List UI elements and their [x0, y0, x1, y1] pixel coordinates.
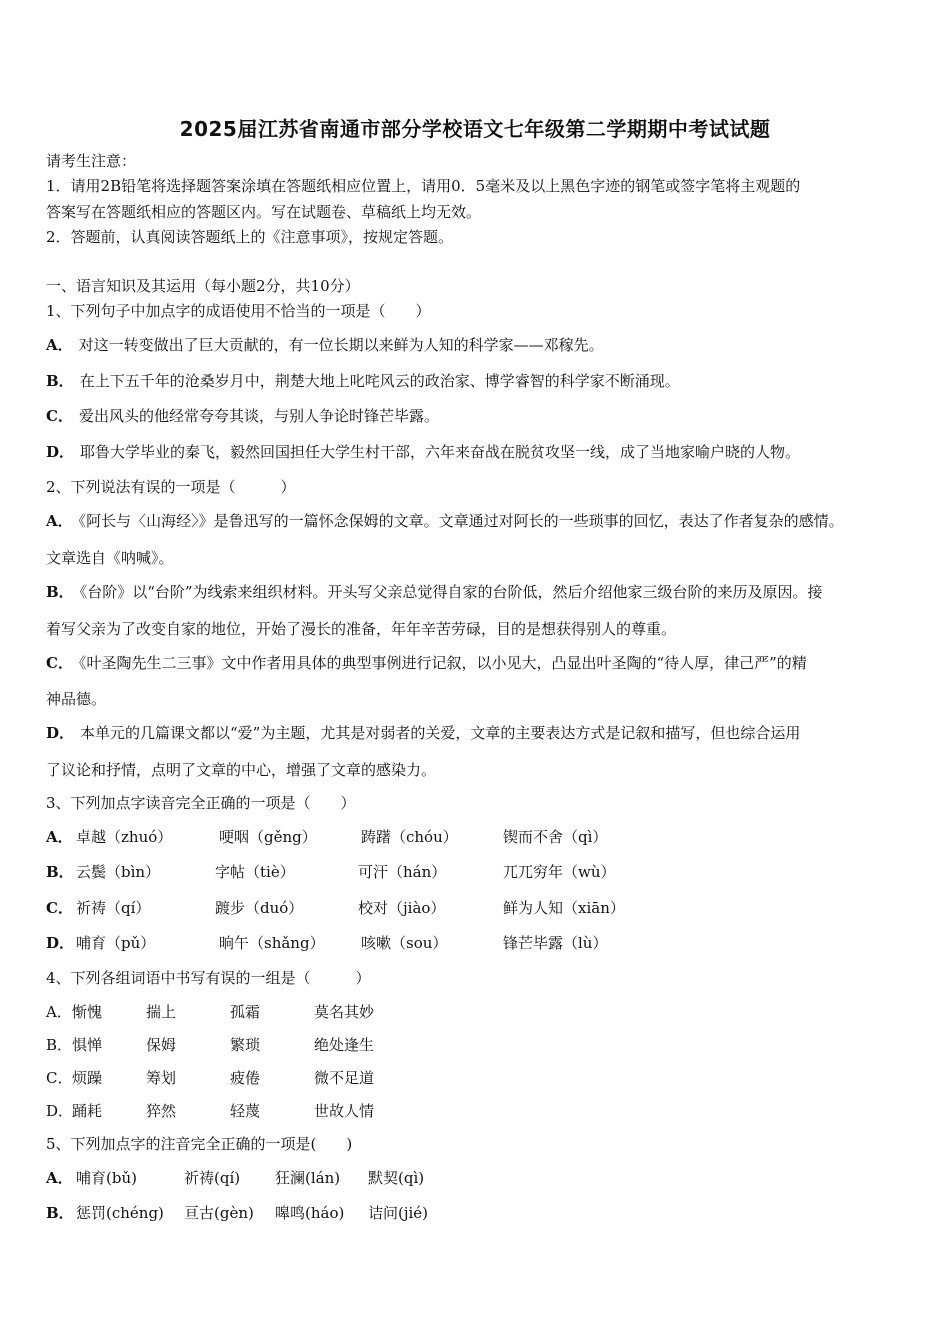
option-item: 世故人情	[314, 1102, 375, 1120]
option-text: 《叶圣陶先生二三事》文中作者用具体的典型事例进行记叙，以小见大，凸显出叶圣陶的“待人厚，律己严”的精	[78, 654, 807, 672]
option-item: 踌躇（chóu）	[361, 828, 458, 846]
option-label: B．	[46, 583, 74, 601]
option-label: D．	[46, 724, 75, 742]
option-item: 卓越（zhuó）	[76, 828, 173, 846]
q2-option-b-cont: 着写父亲为了改变自家的地位，开始了漫长的准备，年年辛苦劳碌，目的是想获得别人的尊重。	[46, 620, 677, 638]
exam-title: 2025届江苏省南通市部分学校语文七年级第二学期期中考试试题	[179, 117, 771, 141]
option-item: 筹划	[146, 1069, 177, 1087]
option-item: 踊耗	[72, 1102, 103, 1120]
option-label: D．	[46, 443, 75, 461]
option-label: A．	[46, 336, 73, 354]
q4-stem: 4、下列各组词语中书写有误的一组是（ ）	[46, 969, 371, 987]
option-item: 烦躁	[72, 1069, 103, 1087]
option-item: 惧惮	[72, 1036, 103, 1054]
option-text: 对这一转变做出了巨大贡献的，有一位长期以来鲜为人知的科学家——邓稼先。	[78, 336, 604, 354]
option-label: A．	[46, 828, 73, 846]
option-item: 哺育（pǔ）	[76, 934, 156, 952]
option-label: B．	[46, 1036, 73, 1054]
option-label: D．	[46, 1102, 74, 1120]
option-label: A．	[46, 512, 73, 530]
q2-option-d	[46, 723, 800, 743]
q2-option-c-cont: 神品德。	[46, 690, 107, 708]
option-item: 可汗（hán）	[358, 863, 447, 881]
option-label: B．	[46, 372, 74, 390]
q5-stem: 5、下列加点字的注音完全正确的一项是( )	[46, 1135, 353, 1153]
q2-option-d-cont: 了议论和抒情，点明了文章的中心，增强了文章的感染力。	[46, 761, 437, 779]
q2-option-a-cont: 文章选自《呐喊》。	[46, 549, 174, 567]
option-item: 祈祷(qí)	[184, 1169, 241, 1187]
option-item: 狂澜(lán)	[275, 1169, 341, 1187]
option-item: 微不足道	[314, 1069, 375, 1087]
option-label: B．	[46, 1204, 74, 1222]
option-item: 哽咽（gěng）	[219, 828, 317, 846]
notice-heading: 请考生注意：	[46, 152, 137, 170]
option-item: 亘古(gèn)	[184, 1204, 254, 1222]
notice-line-1: 1．请用2B铅笔将选择题答案涂填在答题纸相应位置上，请用0．5毫米及以上黑色字迹的钢笔或签字笔将主观题的	[46, 177, 801, 195]
option-text: 爱出风头的他经常夸夸其谈，与别人争论时锋芒毕露。	[78, 407, 439, 425]
section-heading: 一、语言知识及其运用（每小题2分，共10分）	[46, 277, 360, 295]
option-item: 咳嗽（sou）	[361, 934, 448, 952]
notice-line-2: 2．答题前，认真阅读答题纸上的《注意事项》，按规定答题。	[46, 228, 454, 246]
notice-line-1b: 答案写在答题纸相应的答题区内。写在试题卷、草稿纸上均无效。	[46, 203, 482, 221]
option-text: 在上下五千年的沧桑岁月中，荆楚大地上叱咤风云的政治家、博学睿智的科学家不断涌现。	[79, 372, 680, 390]
option-item: 绝处逢生	[314, 1036, 375, 1054]
option-item: 默契(qì)	[368, 1169, 425, 1187]
option-item: 疲倦	[230, 1069, 261, 1087]
q2-option-c	[46, 653, 807, 673]
option-item: 惭愧	[72, 1003, 103, 1021]
option-label: A．	[46, 1003, 72, 1021]
option-item: 保姆	[146, 1036, 177, 1054]
option-item: 轻蔑	[230, 1102, 261, 1120]
option-text: 耶鲁大学毕业的秦飞，毅然回国担任大学生村干部，六年来奋战在脱贫攻坚一线，成了当地家喻户晓的人物。	[80, 443, 801, 461]
option-item: 猝然	[146, 1102, 177, 1120]
option-item: 揣上	[146, 1003, 177, 1021]
option-label: C．	[46, 407, 73, 425]
option-item: 兀兀穷年（wù）	[503, 863, 616, 881]
option-item: 莫名其妙	[314, 1003, 375, 1021]
option-item: 晌午（shǎng）	[219, 934, 325, 952]
q1-option-a	[46, 335, 604, 355]
q1-option-c	[46, 406, 439, 426]
option-item: 锋芒毕露（lù）	[503, 934, 608, 952]
q1-stem: 1、下列句子中加点字的成语使用不恰当的一项是（ ）	[46, 302, 431, 320]
option-label: C．	[46, 899, 73, 917]
option-label: C．	[46, 654, 73, 672]
option-text: 本单元的几篇课文都以“爱”为主题，尤其是对弱者的关爱，文章的主要表达方式是记叙和描写，但也综合运用	[80, 724, 801, 742]
option-label: D．	[46, 934, 75, 952]
option-item: 校对（jiào）	[358, 899, 446, 917]
option-text: 《阿长与〈山海经〉》是鲁迅写的一篇怀念保姆的文章。文章通过对阿长的一些琐事的回忆，表达了作者复杂的感情。	[78, 512, 844, 530]
option-item: 祈祷（qí）	[76, 899, 151, 917]
option-item: 孤霜	[230, 1003, 261, 1021]
option-label: B．	[46, 863, 74, 881]
option-item: 嗥鸣(háo)	[275, 1204, 345, 1222]
option-item: 鲜为人知（xiān）	[503, 899, 625, 917]
option-label: C．	[46, 1069, 73, 1087]
q1-option-d	[46, 442, 800, 462]
q2-stem: 2、下列说法有误的一项是（ ）	[46, 478, 296, 496]
option-text: 《台阶》以“台阶”为线索来组织材料。开头写父亲总觉得自家的台阶低，然后介绍他家三级台阶的来历及原因。接	[79, 583, 823, 601]
option-item: 哺育(bǔ)	[76, 1169, 137, 1187]
option-item: 诘问(jié)	[368, 1204, 429, 1222]
q2-option-a	[46, 511, 844, 531]
q2-option-b	[46, 582, 823, 602]
option-item: 踱步（duó）	[215, 899, 304, 917]
option-label: A．	[46, 1169, 73, 1187]
option-item: 锲而不舍（qì）	[503, 828, 608, 846]
q3-stem: 3、下列加点字读音完全正确的一项是（ ）	[46, 794, 356, 812]
option-item: 字帖（tiè）	[215, 863, 295, 881]
option-item: 云鬓（bìn）	[76, 863, 161, 881]
option-item: 惩罚(chéng)	[76, 1204, 164, 1222]
q1-option-b	[46, 371, 680, 391]
option-item: 繁琐	[230, 1036, 261, 1054]
